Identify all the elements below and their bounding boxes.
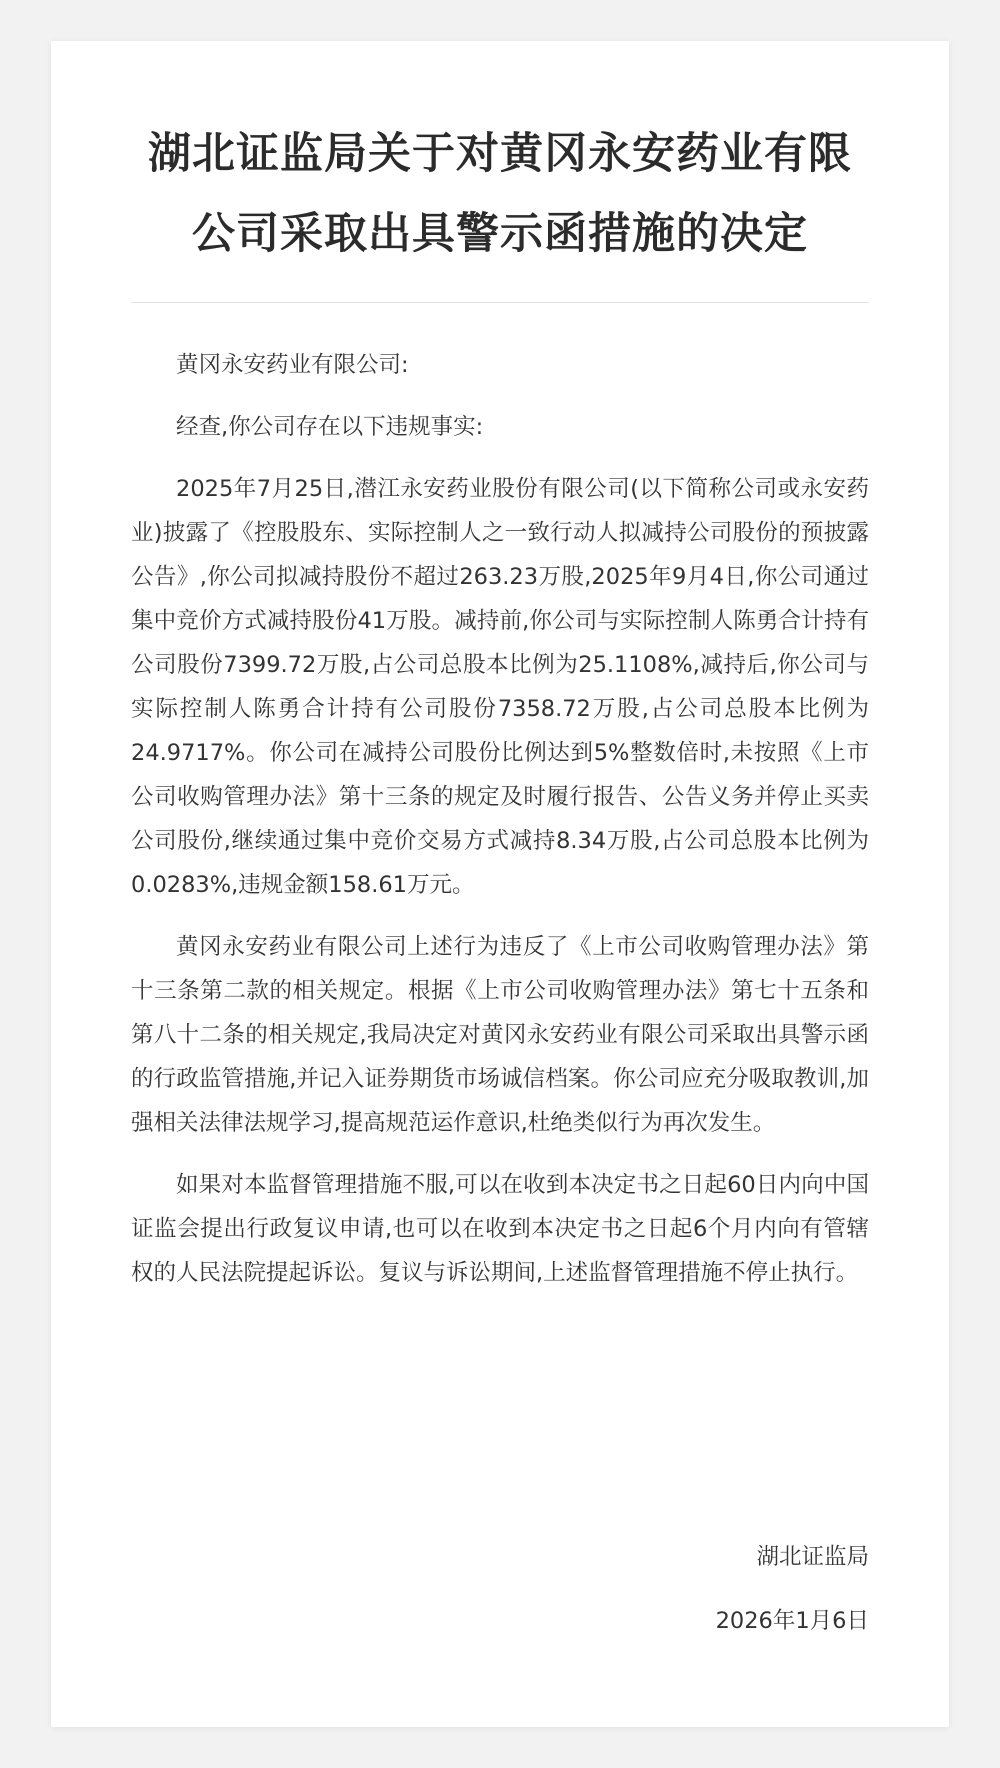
signature-block [716, 1535, 869, 1663]
signature-date: 2026年1月6日 [715, 1608, 869, 1634]
signature-organization: 湖北证监局 [756, 1544, 869, 1570]
document-page [51, 41, 949, 1727]
intro-paragraph: 经查,你公司存在以下违规事实: [176, 414, 484, 440]
document-body [131, 343, 869, 1295]
title-line-2: 公司采取出具警示函措施的决定 [192, 209, 808, 259]
facts-paragraph: 2025年7月25日,潜江永安药业股份有限公司(以下简称公司或永安药业)披露了《控股股东、实际控制人之一致行动人拟减持公司股份的预披露公告》,你公司拟减持股份不超过263.23万股,2025年9月4日,你公司通过集中竞价方式减持股份41万股。减持前,你公司与实际控制人陈勇合计持有公司股份7399.72万股,占公司总股本比例为25.1108%,减持后,你公司与实际控制人陈勇合计持有公司股份7358.72万股,占公司总股本比例为24.9717%。你公司在减持公司股份比例达到5%整数倍时,未按照《上市公司收购管理办法》第十三条的规定及时履行报告、公告义务并停止买卖公司股份,继续通过集中竞价交易方式减持8.34万股,占公司总股本比例为0.0283%,违规金额158.61万元。 [131, 476, 869, 898]
document-title [131, 114, 869, 274]
title-line-1: 湖北证监局关于对黄冈永安药业有限 [148, 129, 852, 179]
salutation: 黄冈永安药业有限公司: [176, 352, 409, 378]
appeal-paragraph: 如果对本监督管理措施不服,可以在收到本决定书之日起60日内向中国证监会提出行政复议申请,也可以在收到本决定书之日起6个月内向有管辖权的人民法院提起诉讼。复议与诉讼期间,上述监督管理措施不停止执行。 [131, 1172, 869, 1286]
title-divider [131, 302, 869, 303]
decision-paragraph: 黄冈永安药业有限公司上述行为违反了《上市公司收购管理办法》第十三条第二款的相关规定。根据《上市公司收购管理办法》第七十五条和第八十二条的相关规定,我局决定对黄冈永安药业有限公司采取出具警示函的行政监管措施,并记入证券期货市场诚信档案。你公司应充分吸取教训,加强相关法律法规学习,提高规范运作意识,杜绝类似行为再次发生。 [131, 934, 869, 1136]
